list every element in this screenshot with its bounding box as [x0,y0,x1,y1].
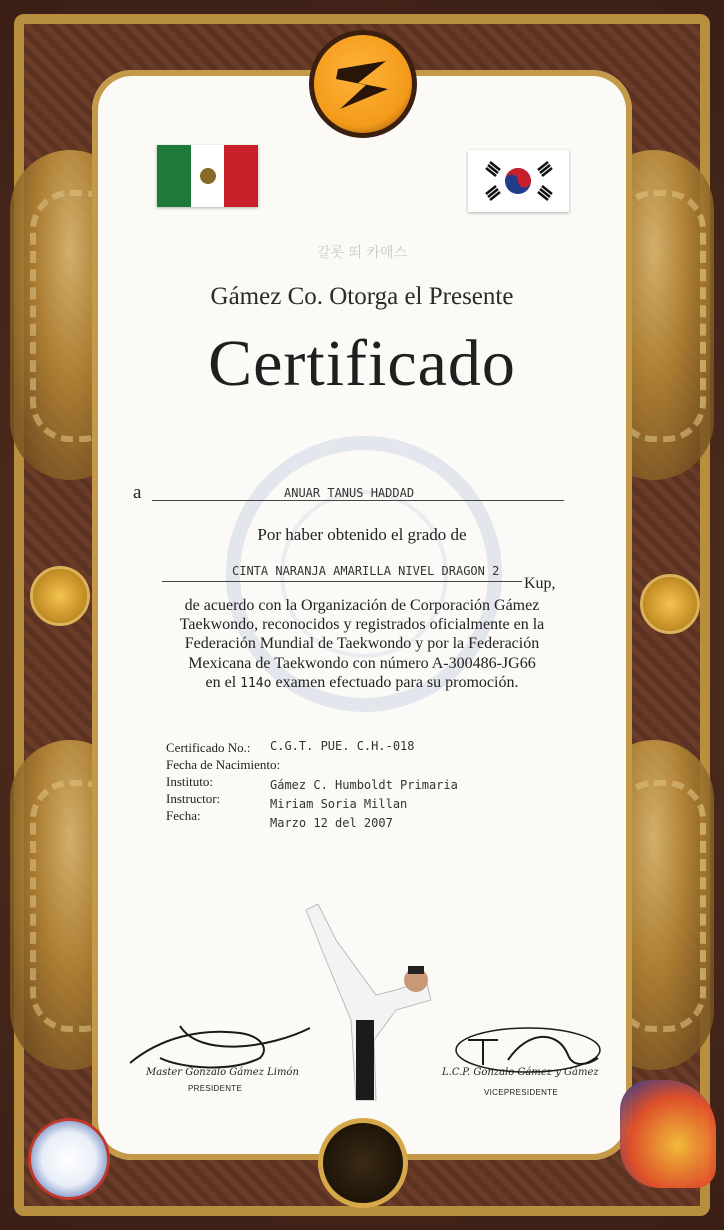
body-line: Taekwondo, reconocidos y registrados oficialmente en la [179,616,545,634]
mexico-flag-icon [157,145,258,207]
medallion-left-icon [30,566,90,626]
signature-left-name: Master Gonzalo Gámez Limón [146,1067,299,1078]
flag-stripe-red [224,145,258,207]
gamez-logo-icon [309,30,417,138]
certificate-intro: Gámez Co. Otorga el Presente [210,283,514,310]
body-line [150,673,574,693]
signature-left-role: PRESIDENTE [188,1084,243,1093]
exam-number: 114o [240,675,272,691]
signature-right-name: L.C.P. Gonzalo Gámez y Gámez [442,1067,599,1078]
flag-stripe-white [191,145,225,207]
recipient-underline [152,500,564,501]
taekwondo-fighter-icon [296,900,446,1115]
grade-underline [162,581,522,582]
korea-flag-icon [468,150,569,212]
field-value-date: Marzo 12 del 2007 [270,816,393,830]
field-label-instructor: Instructor: [166,791,221,806]
field-label-certificate-no: Certificado No.: [166,740,251,755]
world-taekwondo-federation-seal-icon [318,1118,408,1208]
achievement-intro: Por haber obtenido el grado de [257,525,467,544]
flag-stripe-green [157,145,191,207]
body-line: Federación Mundial de Taekwondo y por la Federación [184,635,540,653]
dragon-emblem-icon [620,1080,716,1188]
field-label-institute: Instituto: [166,774,213,789]
recipient-prefix: a [133,482,142,503]
body-line-suffix: examen efectuado para su promoción. [271,673,519,691]
gamez-taekwondo-mexico-seal-icon [28,1118,110,1200]
achievement-grade: CINTA NARANJA AMARILLA NIVEL DRAGON 2 [232,564,500,578]
field-value-certificate-no: C.G.T. PUE. C.H.-018 [270,739,415,753]
medallion-right-icon [640,574,700,634]
korean-subtitle: 갈롯 뙤 카매스 [316,245,408,261]
certificate-body [150,596,574,693]
achievement-suffix: Kup, [524,575,556,592]
body-line: de acuerdo con la Organización de Corporación Gámez [184,597,540,614]
field-value-instructor: Miriam Soria Millan [270,797,408,811]
body-line: Mexicana de Taekwondo con número A-300486-JG66 [188,654,536,672]
field-label-birth-date: Fecha de Nacimiento: [166,757,281,772]
body-line-prefix: en el [205,673,241,691]
recipient-name: ANUAR TANUS HADDAD [284,486,415,500]
signature-right-role: VICEPRESIDENTE [484,1088,558,1097]
page-title: Certificado [208,327,516,400]
mexico-eagle-icon [200,168,216,184]
field-label-date: Fecha: [166,808,201,823]
field-value-institute: Gámez C. Humboldt Primaria [270,778,458,792]
